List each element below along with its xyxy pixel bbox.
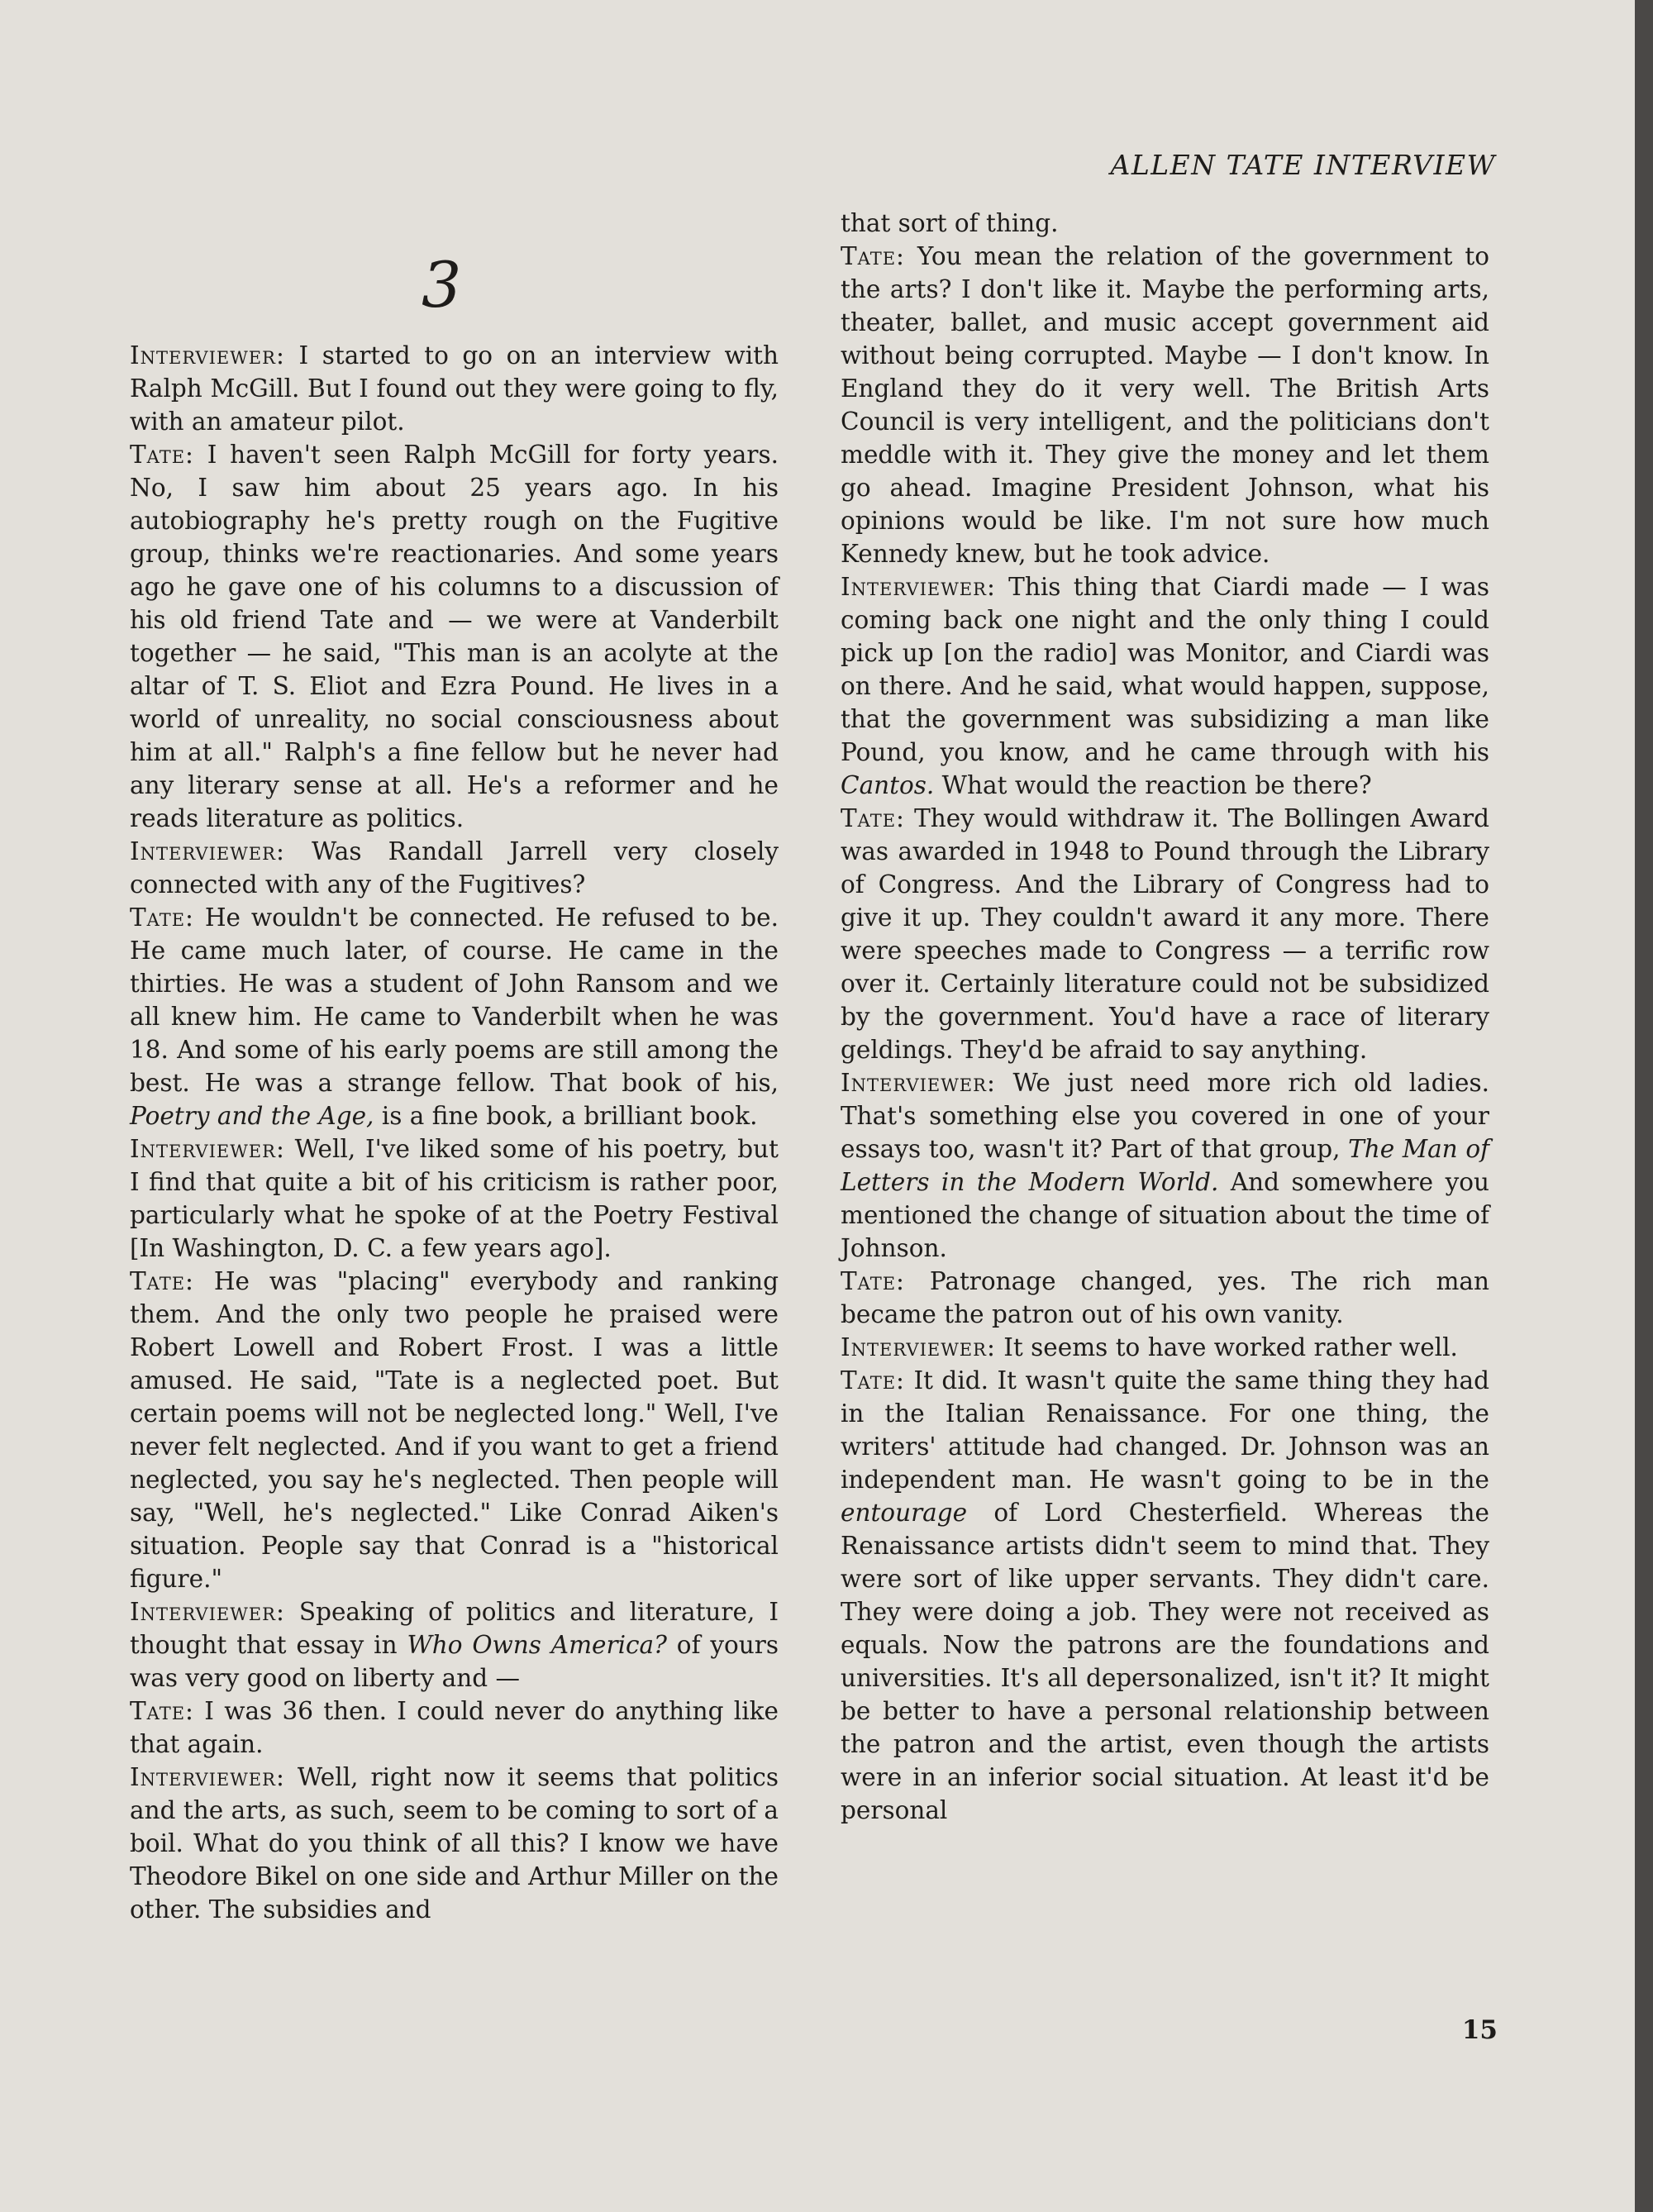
italic-title: entourage [841, 1499, 968, 1527]
interview-paragraph [841, 207, 1489, 240]
paragraph-text: Speaking of politics and literature, I thought that essay in [130, 1598, 779, 1659]
speaker-label: Interviewer: [130, 1598, 285, 1626]
paragraph-text: This thing that Ciardi made — I was coming back one night and the only thing I could pick up [on the radio] was Monitor, and Ciardi was on there. And he said, what would happen, suppose, that the government was subsidizing a man like Pound, you know, and he came through with his [841, 573, 1489, 766]
paragraph-text: What would the reaction be there? [934, 771, 1372, 799]
italic-title: Who Owns America? [407, 1631, 667, 1659]
interview-paragraph [130, 835, 779, 901]
interview-paragraph [841, 240, 1489, 570]
interview-paragraph [130, 438, 779, 835]
section-number: 3 [422, 248, 462, 322]
paragraph-text: I started to go on an interview with Ralph McGill. But I found out they were going to fly, with an amateur pilot. [130, 341, 779, 436]
speaker-label: Interviewer: [130, 1763, 285, 1791]
interview-paragraph [841, 1265, 1489, 1331]
paragraph-text: He was "placing" everybody and ranking them. And the only two people he praised were Robert Lowell and Robert Frost. I was a little amused. He said, "Tate is a neglected poet. But certain poems will not be neglected long." Well, I've never felt neglected. And if you want to get a friend neglected, you say he's neglected. Then people will say, "Well, he's neglected." Like Conrad Aiken's situation. People say that Conrad is a "historical figure." [130, 1267, 779, 1593]
running-head: ALLEN TATE INTERVIEW [1110, 149, 1496, 181]
paragraph-text: It did. It wasn't quite the same thing they had in the Italian Renaissance. For one thing, the writers' attitude had changed. Dr. Johnson was an independent man. He wasn't going to be in the [841, 1366, 1489, 1494]
speaker-label: Interviewer: [841, 573, 996, 601]
paragraph-text: And somewhere you mentioned the change of situation about the time of Johnson. [841, 1168, 1489, 1262]
paragraph-text: of Lord Chesterfield. Whereas the Renaissance artists didn't seem to mind that. They were sort of like upper servants. They didn't care. They were doing a job. They were not received as equals. Now the patrons are the foundations and universities. It's all depersonalized, isn't it? It might be better to have a personal relationship between the patron and the artist, even though the artists were in an inferior social situation. At least it'd be personal [841, 1499, 1489, 1824]
italic-title: The Man of Letters in the Modern World. [841, 1135, 1489, 1196]
page-number: 15 [1461, 2015, 1498, 2045]
paragraph-text: I was 36 then. I could never do anything like that again. [130, 1697, 779, 1758]
speaker-label: Tate: [841, 1267, 905, 1295]
paragraph-text: Patronage changed, yes. The rich man became the patron out of his own vanity. [841, 1267, 1489, 1328]
paragraph-text: Well, right now it seems that politics and the arts, as such, seem to be coming to sort of a boil. What do you think of all this? I know we have Theodore Bikel on one side and Arthur Miller on the other. The subsidies and [130, 1763, 779, 1924]
interview-paragraph [130, 1265, 779, 1595]
interview-paragraph [130, 901, 779, 1132]
interview-paragraph [130, 1761, 779, 1926]
speaker-label: Tate: [841, 804, 905, 832]
italic-title: Cantos. [841, 771, 935, 799]
speaker-label: Tate: [130, 1697, 194, 1725]
speaker-label: Interviewer: [130, 1135, 285, 1163]
interview-paragraph [130, 1595, 779, 1695]
speaker-label: Interviewer: [841, 1333, 996, 1361]
interview-paragraph [130, 339, 779, 438]
speaker-label: Tate: [130, 1267, 194, 1295]
interview-paragraph [841, 1066, 1489, 1265]
paragraph-text: that sort of thing. [841, 209, 1059, 237]
interview-paragraph [841, 570, 1489, 802]
paragraph-text: is a fine book, a brilliant book. [374, 1102, 758, 1130]
paragraph-text: I haven't seen Ralph McGill for forty years. No, I saw him about 25 years ago. In his autobiography he's pretty rough on the Fugitive group, thinks we're reactionaries. And some years ago he gave one of his columns to a discussion of his old friend Tate and — we were at Vanderbilt together — he said, "This man is an acolyte at the altar of T. S. Eliot and Ezra Pound. He lives in a world of unreality, no social consciousness about him at all." Ralph's a fine fellow but he never had any literary sense at all. He's a reformer and he reads literature as politics. [130, 441, 779, 832]
speaker-label: Tate: [130, 441, 194, 469]
paragraph-text: Was Randall Jarrell very closely connected with any of the Fugitives? [130, 837, 779, 899]
paragraph-text: It seems to have worked rather well. [995, 1333, 1458, 1361]
paragraph-text: You mean the relation of the government to the arts? I don't like it. Maybe the performing arts, theater, ballet, and music accept government aid without being corrupted. Maybe — I don't know. In England they do it very well. The British Arts Council is very intelligent, and the politicians don't meddle with it. They give the money and let them go ahead. Imagine President Johnson, what his opinions would be like. I'm not sure how much Kennedy knew, but he took advice. [841, 242, 1489, 568]
interview-paragraph [841, 1364, 1489, 1827]
speaker-label: Interviewer: [130, 837, 285, 865]
paragraph-text: We just need more rich old ladies. That's something else you covered in one of your essays too, wasn't it? Part of that group, [841, 1069, 1489, 1163]
paragraph-text: of yours was very good on liberty and — [130, 1631, 779, 1692]
speaker-label: Interviewer: [841, 1069, 996, 1097]
paragraph-text: Well, I've liked some of his poetry, but I find that quite a bit of his criticism is rather poor, particularly what he spoke of at the Poetry Festival [In Washington, D. C. a few years ago]. [130, 1135, 779, 1262]
speaker-label: Tate: [841, 242, 905, 270]
left-column [130, 339, 779, 1926]
paragraph-text: He wouldn't be connected. He refused to be. He came much later, of course. He came in the thirties. He was a student of John Ransom and we all knew him. He came to Vanderbilt when he was 18. And some of his early poems are still among the best. He was a strange fellow. That book of his, [130, 903, 779, 1097]
paragraph-text: They would withdraw it. The Bollingen Award was awarded in 1948 to Pound through the Library of Congress. And the Library of Congress had to give it up. They couldn't award it any more. There were speeches made to Congress — a terrific row over it. Certainly literature could not be subsidized by the government. You'd have a race of literary geldings. They'd be afraid to say anything. [841, 804, 1489, 1064]
speaker-label: Tate: [130, 903, 194, 932]
italic-title: Poetry and the Age, [130, 1102, 374, 1130]
right-column [841, 207, 1489, 1827]
speaker-label: Tate: [841, 1366, 905, 1394]
interview-paragraph [841, 1331, 1489, 1364]
interview-paragraph [841, 802, 1489, 1066]
speaker-label: Interviewer: [130, 341, 285, 369]
page-edge [1635, 0, 1653, 2212]
interview-paragraph [130, 1695, 779, 1761]
interview-paragraph [130, 1132, 779, 1265]
